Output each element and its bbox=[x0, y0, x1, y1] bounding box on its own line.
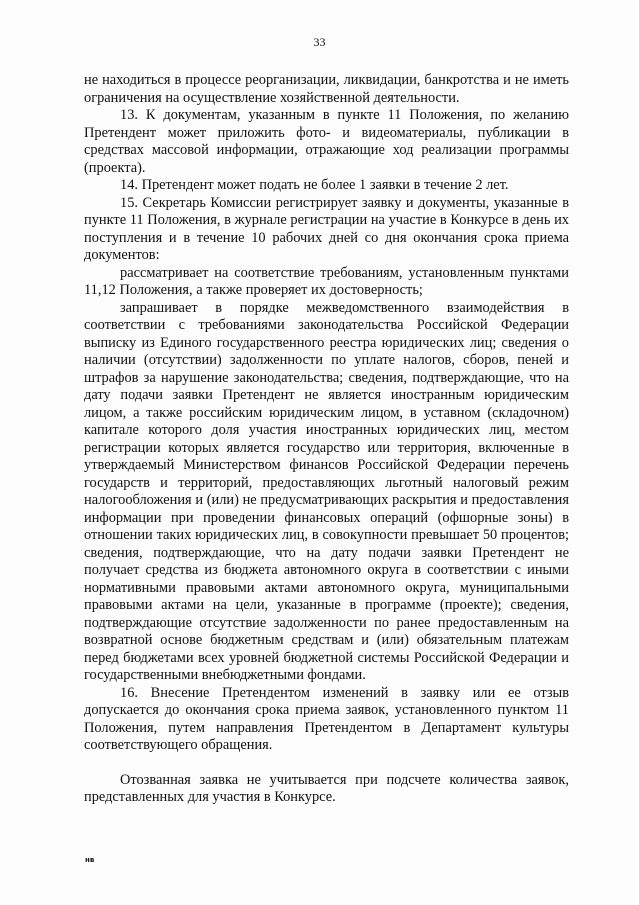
paragraph-14: 14. Претендент может подать не более 1 заявки в течение 2 лет. bbox=[120, 177, 509, 193]
document-body bbox=[84, 72, 569, 807]
paragraph-16: 16. Внесение Претендентом изменений в заявку или ее отзыв допускается до окончания срока приема заявок, установленного пунктом 11 Положения, путем направления Претендентом в Департамент культуры соответствующего обращения. bbox=[84, 684, 569, 753]
paragraph-15-review: рассматривает на соответствие требованиям, установленным пунктами 11,12 Положения, а также проверяет их достоверность; bbox=[84, 264, 569, 298]
footer-mark: нв bbox=[85, 856, 95, 864]
paragraph-13: 13. К документам, указанным в пункте 11 Положения, по желанию Претендент может приложить фото- и видеоматериалы, публикации в средствах массовой информации, отражающие ход реализации программы (проекта). bbox=[84, 107, 569, 176]
paragraph-continuation: не находиться в процессе реорганизации, ликвидации, банкротства и не иметь ограничения на осуществление хозяйственной деятельности. bbox=[84, 72, 569, 106]
page-number: 33 bbox=[313, 35, 326, 49]
paragraph-15: 15. Секретарь Комиссии регистрирует заявку и документы, указанные в пункте 11 Положения, в журнале регистрации на участие в Конкурсе в день их поступления и в течение 10 рабочих дней со дня окончания срока приема документов: bbox=[84, 194, 569, 263]
paragraph-15-request: запрашивает в порядке межведомственного взаимодействия в соответствии с требованиями законодательства Российской Федерации выписку из Единого государственного реестра юридических лиц; сведения о наличии (отсутствии) задолженности по уплате налогов, сборов, пеней и штрафов за нарушение законодательства; сведения, подтверждающие, что на дату подачи заявки Претендент не является иностранным юридическим лицом, а также российским юридическим лицом, в уставном (складочном) капитале которого доля участия иностранных юридических лиц, местом регистрации которых является государство или территория, включенные в утверждаемый Министерством финансов Российской Федерации перечень государств и территорий, предоставляющих льготный налоговый режим налогообложения и (или) не предусматривающих раскрытия и предоставления информации при проведении финансовых операций (офшорные зоны) в отношении таких юридических лиц, в совокупности превышает 50 процентов; сведения, подтверждающие, что на дату подачи заявки Претендент не получает средства из бюджета автономного округа в соответствии с иными нормативными правовыми актами автономного округа, муниципальными правовыми актами на цели, указанные в программе (проекте); сведения, подтверждающие отсутствие задолженности по ранее предоставленным на возвратной основе бюджетным средствам и (или) обязательным платежам перед бюджетами всех уровней бюджетной системы Российской Федерации и государственными внебюджетными фондами. bbox=[84, 299, 569, 683]
paragraph-withdrawn: Отозванная заявка не учитывается при подсчете количества заявок, представленных для участия в Конкурсе. bbox=[84, 771, 569, 805]
